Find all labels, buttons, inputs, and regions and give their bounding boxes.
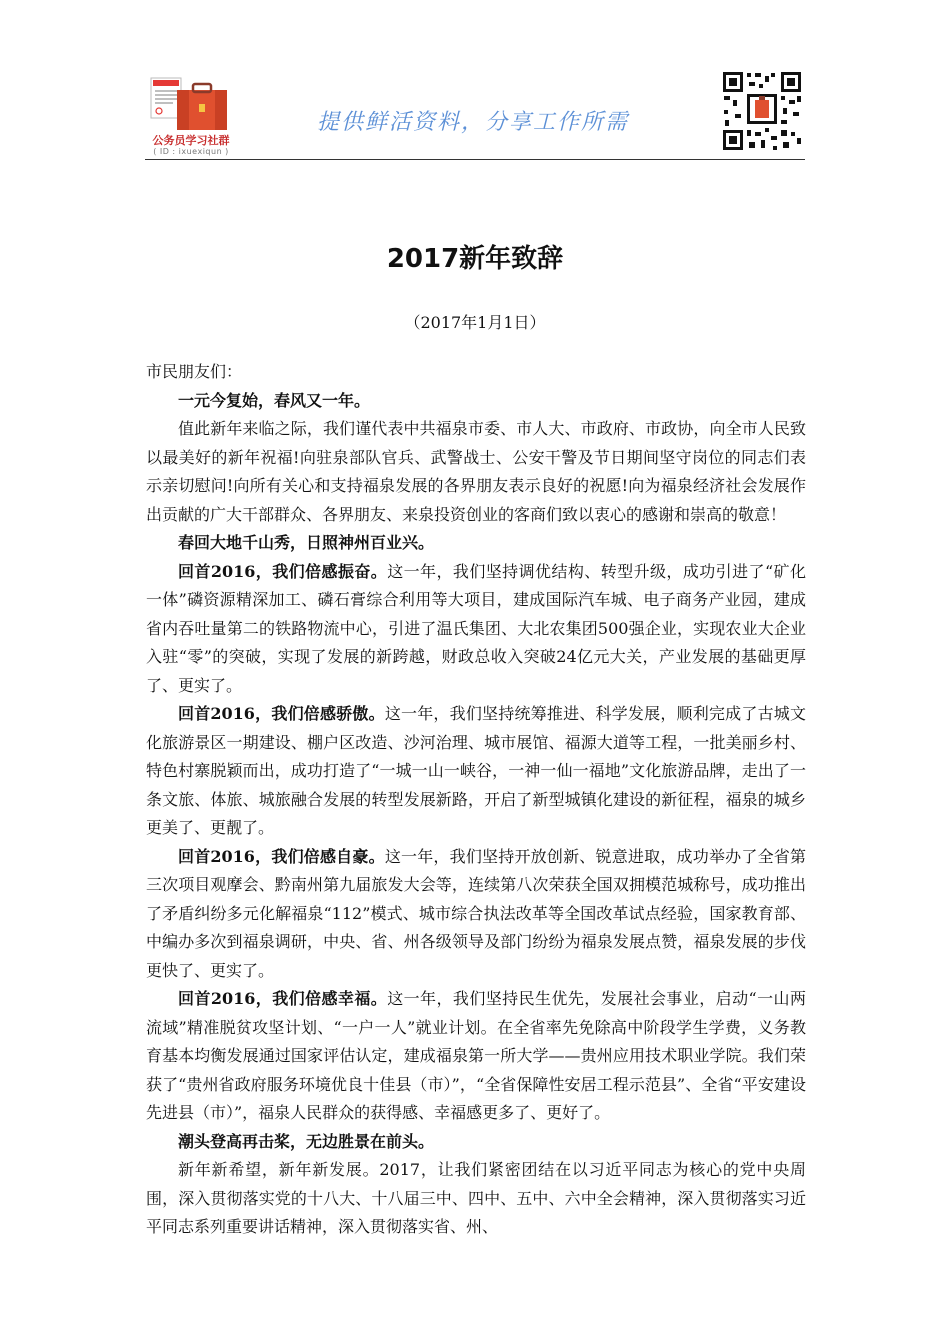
salutation: 市民朋友们： — [146, 362, 243, 381]
document-date: （2017年1月1日） — [404, 313, 546, 332]
paragraph — [146, 529, 806, 558]
logo-id: ( ID : ixuexiqun ) — [153, 147, 229, 156]
paragraph — [146, 415, 806, 529]
paragraph — [146, 985, 806, 1128]
paragraph-lead: 潮头登高再击桨，无边胜景在前头。 — [178, 1131, 435, 1151]
paragraph-text: 新年新希望，新年新发展。2017，让我们紧密团结在以习近平同志为核心的党中央周围，深入贯彻落实党的十八大、十八届三中、四中、五中、六中全会精神，深入贯彻落实习近平同志系列重要讲话精神，深入贯彻落实省、州、 — [146, 1160, 806, 1236]
document-title: 2017新年致辞 — [386, 244, 564, 274]
paragraph — [146, 387, 806, 416]
briefcase-document-icon — [147, 74, 235, 136]
paragraph-text: 这一年，我们坚持开放创新、锐意进取，成功举办了全省第三次项目观摩会、黔南州第九届旅发大会等，连续第八次荣获全国双拥模范城称号，成功推出了矛盾纠纷多元化解福泉“112”模式、城市综合执法改革等全国改革试点经验，国家教育部、中编办多次到福泉调研，中央、省、州各级领导及部门纷纷为福泉发展点赞，福泉发展的步伐更快了、更实了。 — [146, 846, 806, 980]
paragraph-lead: 回首2016，我们倍感幸福。 — [178, 989, 388, 1008]
page-header — [145, 68, 805, 160]
header-divider — [145, 159, 805, 160]
paragraph-lead: 回首2016，我们倍感自豪。 — [178, 846, 385, 866]
paragraph-lead: 一元今复始，春风又一年。 — [178, 390, 371, 410]
paragraph-text: 这一年，我们坚持调优结构、转型升级，成功引进了“矿化一体”磷资源精深加工、磷石膏综合利用等大项目，建成国际汽车城、电子商务产业园，建成省内吞吐量第二的铁路物流中心，引进了温氏集团、大北农集团500强企业，实现农业大企业入驻“零”的突破，实现了发展的新跨越，财政总收入突破24亿元大关，产业发展的基础更厚了、更实了。 — [146, 561, 806, 695]
paragraph — [146, 700, 806, 843]
paragraph-text: 值此新年来临之际，我们谨代表中共福泉市委、市人大、市政府、市政协，向全市人民致以最美好的新年祝福!向驻泉部队官兵、武警战士、公安干警及节日期间坚守岗位的同志们表示亲切慰问!向所有关心和支持福泉发展的各界朋友表示良好的祝愿!向为福泉经济社会发展作出贡献的广大干部群众、各界朋友、来泉投资创业的客商们致以衷心的感谢和崇高的敬意！ — [146, 419, 806, 524]
paragraph-lead: 回首2016，我们倍感骄傲。 — [178, 704, 385, 723]
paragraph — [146, 558, 806, 701]
slogan: 提供鲜活资料，分享工作所需 — [317, 110, 630, 135]
paragraph — [146, 1128, 806, 1157]
logo-name: 公务员学习社群 — [152, 134, 230, 147]
qr-code-icon — [721, 70, 803, 152]
paragraph — [146, 1156, 806, 1242]
paragraph-lead: 春回大地千山秀，日照神州百业兴。 — [178, 533, 435, 552]
paragraph-text: 这一年，我们坚持民生优先，发展社会事业，启动“一山两流域”精准脱贫攻坚计划、“一户一人”就业计划。在全省率先免除高中阶段学生学费，义务教育基本均衡发展通过国家评估认定，建成福泉第一所大学——贵州应用技术职业学院。我们荣获了“贵州省政府服务环境优良十佳县（市）”，“全省保障性安居工程示范县”、全省“平安建设先进县（市）”，福泉人民群众的获得感、幸福感更多了、更好了。 — [146, 989, 806, 1122]
document-body — [146, 358, 806, 1242]
paragraph-text: 这一年，我们坚持统筹推进、科学发展，顺利完成了古城文化旅游景区一期建设、棚户区改造、沙河治理、城市展馆、福源大道等工程，一批美丽乡村、特色村寨脱颖而出，成功打造了“一城一山一峡谷，一神一仙一福地”文化旅游品牌，走出了一条文旅、体旅、城旅融合发展的转型发展新路，开启了新型城镇化建设的新征程，福泉的城乡更美了、更靓了。 — [146, 704, 806, 837]
qr-code — [721, 70, 803, 152]
paragraph — [146, 843, 806, 986]
paragraph-lead: 回首2016，我们倍感振奋。 — [178, 561, 388, 581]
